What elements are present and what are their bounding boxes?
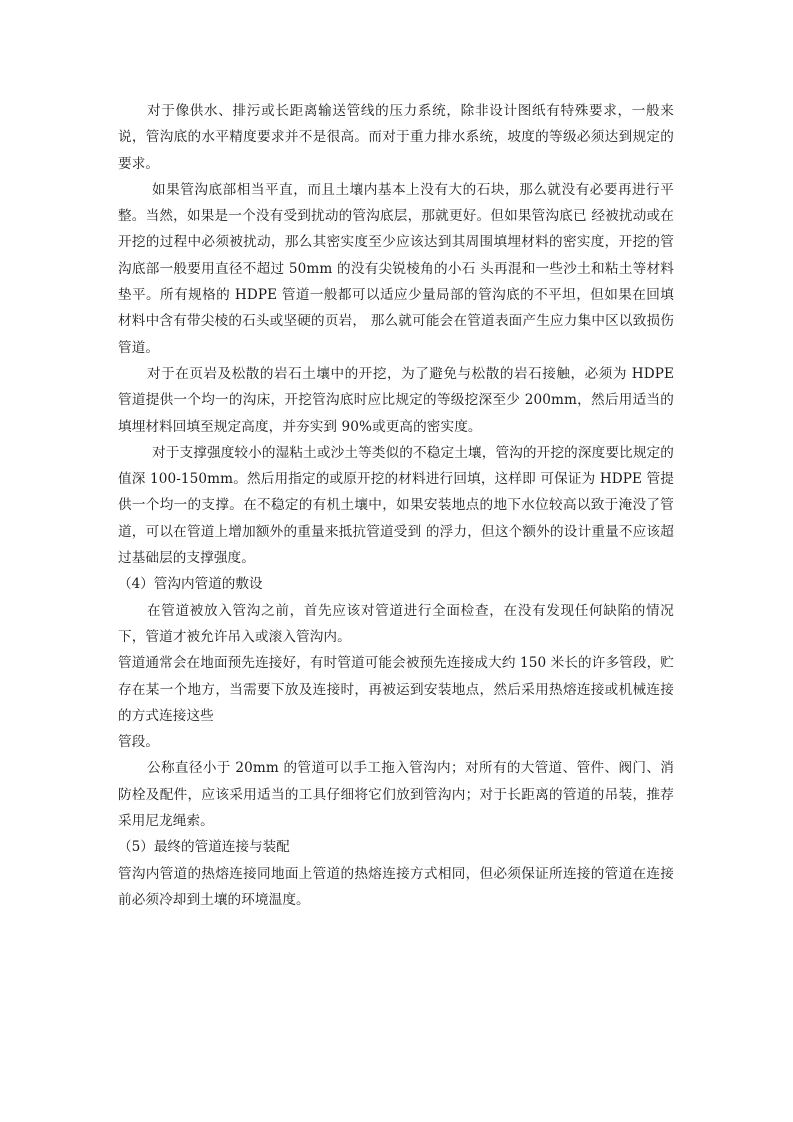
- paragraph-shale-rock: 对于在页岩及松散的岩石土壤中的开挖，为了避免与松散的岩石接触，必须为 HDPE 管道提供一个均一的沟床，开挖管沟底时应比规定的等级挖深至少 200mm，然后用适当的填埋材料回填至规定高度，并夯实到 90%或更高的密实度。: [118, 365, 674, 435]
- section-heading-final-connection: （5）最终的管道连接与装配: [118, 839, 290, 856]
- paragraph-pipe-sections: 管段。: [118, 734, 160, 751]
- paragraph-pre-connection: 管道通常会在地面预先连接好，有时管道可能会被预先连接成大约 150 米长的许多管段，贮存在某一个地方，当需要下放及连接时，再被运到安装地点，然后采用热熔连接或机械连接的方式连接这些: [118, 655, 674, 724]
- paragraph-small-diameter: 公称直径小于 20mm 的管道可以手工拖入管沟内；对所有的大管道、管件、阀门、消防栓及配件，应该采用适当的工具仔细将它们放到管沟内；对于长距离的管道的吊装，推荐采用尼龙绳索。: [118, 760, 674, 830]
- paragraph-trench-bottom: 如果管沟底部相当平直，而且土壤内基本上没有大的石块，那么就没有必要再进行平整。当然，如果是一个没有受到扰动的管沟底层，那就更好。但如果管沟底已 经被扰动或在开挖的过程中必须被扰动，那么其密实度至少应该达到其周围填埋材料的密实度，开挖的管沟底部一般要用直径不超过 50mm 的没有尖锐棱角的小石 头再混和一些沙土和粘土等材料垫平。所有规格的 HDPE 管道一般都可以适应少量局部的管沟底的不平坦，但如果在回填材料中含有带尖棱的石头或坚硬的页岩， 那么就可能会在管道表面产生应力集中区以致损伤管道。: [118, 181, 674, 356]
- document-page: [118, 98, 674, 913]
- section-heading-pipe-laying: （4）管沟内管道的敷设: [118, 576, 263, 593]
- paragraph-unstable-soil: 对于支撑强度较小的湿粘土或沙土等类似的不稳定土壤，管沟的开挖的深度要比规定的值深 100-150mm。然后用指定的或原开挖的材料进行回填，这样即 可保证为 HDPE 管提供一个均一的支撑。在不稳定的有机土壤中，如果安装地点的地下水位较高以致于淹没了管道，可以在管道上增加额外的重量来抵抗管道受到 的浮力，但这个额外的设计重量不应该超过基础层的支撑强度。: [118, 444, 674, 567]
- paragraph-pipe-inspection: 在管道被放入管沟之前，首先应该对管道进行全面检查，在没有发现任何缺陷的情况下，管道才被允许吊入或滚入管沟内。: [118, 602, 674, 645]
- paragraph-pressure-system: 对于像供水、排污或长距离输送管线的压力系统，除非设计图纸有特殊要求，一般来说，管沟底的水平精度要求并不是很高。而对于重力排水系统，坡度的等级必须达到规定的要求。: [118, 103, 674, 172]
- paragraph-fusion-connection: 管沟内管道的热熔连接同地面上管道的热熔连接方式相同，但必须保证所连接的管道在连接前必须冷却到土壤的环境温度。: [118, 865, 674, 908]
